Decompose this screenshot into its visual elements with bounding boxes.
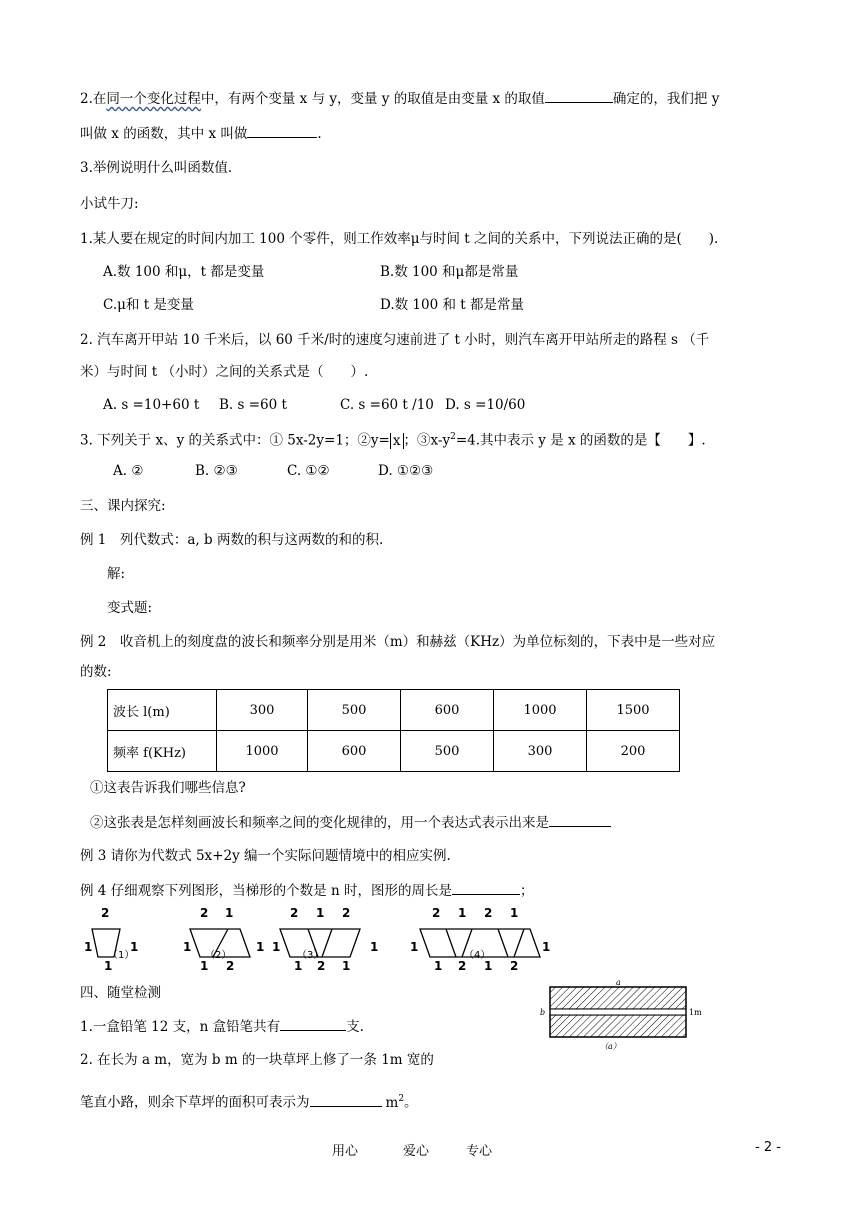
text: 1.一盒铅笔 12 支，n 盒铅笔共有 bbox=[80, 1019, 281, 1035]
text: . bbox=[317, 126, 322, 142]
test-2-line1: 2. 在长为 a m，宽为 b m 的一块草坪上修了一条 1m 宽的 bbox=[80, 1052, 434, 1068]
p1-option-d: D.数 100 和 t 都是常量 bbox=[380, 297, 524, 313]
p2-option-a: A. s =10+60 t bbox=[103, 397, 200, 413]
p3-stem bbox=[80, 427, 706, 451]
p2-option-b: B. s =60 t bbox=[219, 397, 287, 413]
trapezoid-label: 2 bbox=[200, 906, 209, 920]
footer-item-1: 用心 bbox=[332, 1144, 359, 1159]
section-4-title: 四、随堂检测 bbox=[80, 985, 161, 1001]
text: 中，有两个变量 x 与 y，变量 y 的取值是由变量 x 的取值 bbox=[200, 91, 545, 107]
table-row bbox=[108, 731, 680, 772]
p1-option-b: B.数 100 和μ都是常量 bbox=[380, 264, 519, 280]
answer-blank[interactable] bbox=[549, 812, 611, 827]
abs-value: x bbox=[390, 433, 404, 449]
lawn-label-b: b bbox=[540, 1008, 546, 1017]
trapezoid-label: 2 bbox=[101, 906, 110, 920]
text: 例 4 仔细观察下列图形，当梯形的个数是 n 时，图形的周长是 bbox=[80, 883, 452, 899]
lawn-label-1m: 1m bbox=[689, 1008, 702, 1017]
trapezoid-label: 1 bbox=[272, 940, 281, 954]
table-cell: 300 bbox=[217, 690, 308, 731]
trapezoid-label: 1 bbox=[104, 959, 113, 972]
table-cell: 1000 bbox=[217, 731, 308, 772]
table-cell: 1000 bbox=[494, 690, 587, 731]
q2-line1 bbox=[80, 88, 719, 109]
trapezoid-label: 1 bbox=[256, 940, 265, 954]
practice-title: 小试牛刀: bbox=[80, 196, 139, 212]
text: 支. bbox=[346, 1019, 364, 1035]
figure-caption: （1） bbox=[108, 950, 135, 961]
text: 确定的，我们把 y bbox=[612, 91, 720, 107]
trapezoid-label: 2 bbox=[317, 959, 326, 972]
table-row bbox=[108, 690, 680, 731]
text: 叫做 x 的函数，其中 x 叫做 bbox=[80, 126, 248, 142]
p1-option-c: C.μ和 t 是变量 bbox=[103, 297, 194, 313]
trapezoid-label: 1 bbox=[410, 940, 419, 954]
figure-caption: （3） bbox=[297, 950, 324, 961]
example-4-stem bbox=[80, 880, 533, 901]
trapezoid-label: 2 bbox=[290, 906, 299, 920]
text: ；③x-y bbox=[403, 432, 451, 449]
trapezoid-label: 1 bbox=[434, 959, 443, 972]
p3-option-b: B. ②③ bbox=[195, 463, 238, 479]
trapezoid-figures bbox=[80, 900, 560, 972]
example-1-variant: 变式题: bbox=[107, 600, 153, 616]
trapezoid-figure-3 bbox=[272, 906, 378, 972]
trapezoid-shape bbox=[514, 929, 524, 957]
answer-blank[interactable] bbox=[280, 1016, 346, 1031]
superscript: 2 bbox=[398, 1094, 405, 1104]
example-3: 例 3 请你为代数式 5x+2y 编一个实际问题情境中的相应实例. bbox=[80, 848, 451, 864]
trapezoid-shape bbox=[498, 929, 508, 957]
text: m bbox=[385, 1094, 399, 1111]
lawn-figure bbox=[536, 978, 716, 1058]
test-2-line2 bbox=[80, 1089, 418, 1113]
trapezoid-label: 1 bbox=[316, 906, 325, 920]
wavelength-frequency-table bbox=[107, 689, 680, 772]
trapezoid-label: 1 bbox=[510, 906, 519, 920]
trapezoid-label: 2 bbox=[484, 906, 493, 920]
p1-option-a: A.数 100 和μ，t 都是变量 bbox=[103, 264, 265, 280]
p2-option-d: D. s =10/60 bbox=[445, 397, 526, 413]
q3: 3.举例说明什么叫函数值. bbox=[80, 160, 233, 176]
trapezoid-label: 1 bbox=[84, 940, 93, 954]
table-cell: 500 bbox=[401, 731, 494, 772]
table-cell: 波长 l(m) bbox=[108, 690, 217, 731]
table-cell: 600 bbox=[308, 731, 401, 772]
trapezoid-label: 1 bbox=[342, 959, 351, 972]
table-cell: 1500 bbox=[587, 690, 680, 731]
table-cell: 600 bbox=[401, 690, 494, 731]
trapezoid-label: 2 bbox=[458, 959, 467, 972]
answer-blank[interactable] bbox=[310, 1092, 382, 1107]
p1-stem: 1.某人要在规定的时间内加工 100 个零件，则工作效率μ与时间 t 之间的关系中，下列说法正确的是( ). bbox=[80, 231, 719, 247]
path-strip bbox=[550, 1009, 686, 1015]
example-2-line1: 例 2 收音机上的刻度盘的波长和频率分别是用米（m）和赫兹（KHz）为单位标刻的，下表中是一些对应 bbox=[80, 634, 716, 650]
trapezoid-label: 1 bbox=[200, 959, 209, 972]
trapezoid-label: 2 bbox=[510, 959, 519, 972]
example-1-solution: 解: bbox=[107, 566, 126, 582]
answer-blank[interactable] bbox=[247, 123, 317, 138]
trapezoid-label: 1 bbox=[130, 940, 139, 954]
answer-blank[interactable] bbox=[545, 88, 613, 103]
table-cell: 500 bbox=[308, 690, 401, 731]
lawn-caption: （a） bbox=[600, 1042, 621, 1051]
lawn-label-a: a bbox=[616, 978, 621, 987]
test-1 bbox=[80, 1016, 364, 1037]
page-number: - 2 - bbox=[755, 1140, 781, 1155]
section-3-title: 三、课内探究: bbox=[80, 498, 166, 514]
trapezoid-label: 1 bbox=[542, 940, 551, 954]
p3-option-d: D. ①②③ bbox=[378, 463, 434, 479]
example-2-question-2 bbox=[90, 812, 611, 833]
wavy-underlined-text: 同一个变化过程 bbox=[106, 91, 201, 107]
example-2-question-1: ①这表告诉我们哪些信息? bbox=[90, 780, 246, 796]
trapezoid-label: 2 bbox=[342, 906, 351, 920]
text: ②这张表是怎样刻画波长和频率之间的变化规律的，用一个表达式表示出来是 bbox=[90, 815, 549, 831]
trapezoid-label: 1 bbox=[294, 959, 303, 972]
table-cell: 200 bbox=[587, 731, 680, 772]
trapezoid-label: 2 bbox=[432, 906, 441, 920]
text: 3. 下列关于 x、y 的关系式中：① 5x-2y=1；②y= bbox=[80, 432, 390, 449]
text: 。 bbox=[404, 1094, 418, 1111]
example-2-line2: 的数: bbox=[80, 664, 112, 680]
p2-line2: 米）与时间 t （小时）之间的关系式是（ ）. bbox=[80, 364, 369, 380]
trapezoid-figure-1 bbox=[84, 906, 138, 972]
figure-caption: （4） bbox=[464, 950, 491, 961]
trapezoid-label: 1 bbox=[225, 906, 234, 920]
trapezoid-label: 1 bbox=[183, 940, 192, 954]
example-1-stem: 例 1 列代数式：a, b 两数的积与这两数的和的积. bbox=[80, 532, 384, 548]
superscript: 2 bbox=[450, 432, 456, 442]
p3-option-c: C. ①② bbox=[287, 463, 330, 479]
text: =4.其中表示 y 是 x 的函数的是【 】. bbox=[455, 432, 706, 449]
trapezoid-figure-4 bbox=[410, 906, 550, 972]
answer-blank[interactable] bbox=[452, 880, 520, 895]
lawn-upper-area bbox=[550, 987, 686, 1009]
p2-option-c: C. s =60 t /10 bbox=[340, 397, 434, 413]
trapezoid-shape bbox=[322, 929, 332, 957]
table-cell: 频率 f(KHz) bbox=[108, 731, 217, 772]
trapezoid-label: 1 bbox=[484, 959, 493, 972]
trapezoid-label: 2 bbox=[226, 959, 235, 972]
text: ； bbox=[519, 883, 534, 899]
q2-line2 bbox=[80, 123, 322, 144]
p3-option-a: A. ② bbox=[113, 463, 144, 479]
figure-caption: （2） bbox=[205, 950, 232, 961]
footer-item-2: 爱心 bbox=[403, 1144, 430, 1159]
table-cell: 300 bbox=[494, 731, 587, 772]
lawn-lower-area bbox=[550, 1015, 686, 1037]
trapezoid-label: 1 bbox=[458, 906, 467, 920]
text: 2.在 bbox=[80, 91, 107, 107]
p2-line1: 2. 汽车离开甲站 10 千米后，以 60 千米/时的速度匀速前进了 t 小时，则汽车离开甲站所走的路程 s （千 bbox=[80, 332, 710, 348]
trapezoid-shape bbox=[446, 929, 456, 957]
trapezoid-label: 1 bbox=[370, 940, 379, 954]
footer-item-3: 专心 bbox=[466, 1144, 493, 1159]
text: 笔直小路，则余下草坪的面积可表示为 bbox=[80, 1094, 310, 1111]
trapezoid-figure-2 bbox=[183, 906, 264, 972]
